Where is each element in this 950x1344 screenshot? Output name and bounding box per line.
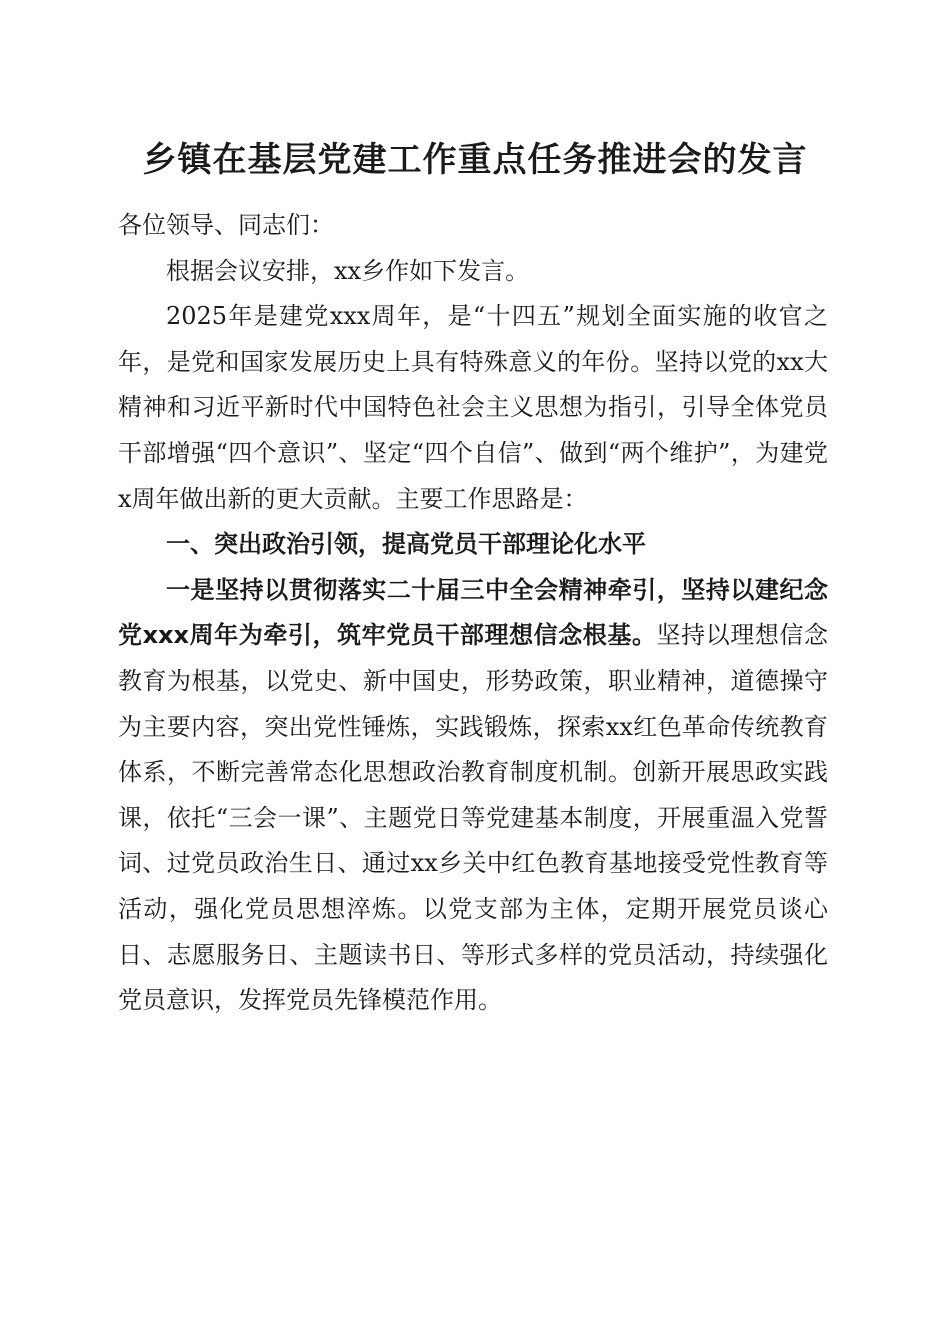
section-1-heading: 一、突出政治引领，提高党员干部理论化水平 bbox=[166, 530, 646, 559]
document-title: 乡镇在基层党建工作重点任务推进会的发言 bbox=[142, 140, 808, 180]
salutation: 各位领导、同志们： bbox=[118, 211, 334, 239]
intro-paragraph: 根据会议安排，xx乡作如下发言。 bbox=[166, 256, 530, 285]
paragraph-1: 2025年是建党xxx周年，是“十四五”规划全面实施的收官之年，是党和国家发展历史上具有特殊意义的年份。坚持以党的xx大精神和习近平新时代中国特色社会主义思想为指引，引导全体党员干部增强“四个意识”、坚定“四个自信”、做到“两个维护”，为建党x周年做出新的更大贡献。主要工作思路是： bbox=[118, 302, 828, 513]
section-1-paragraph bbox=[118, 568, 828, 1024]
document-body bbox=[118, 203, 828, 1024]
section-1-lead: 一是坚持以贯彻落实二十届三中全会精神牵引，坚持以建纪念党xxx周年为牵引，筑牢党员干部理想信念根基。 bbox=[118, 575, 828, 650]
section-1-body: 坚持以理想信念教育为根基，以党史、新中国史，形势政策，职业精神，道德操守为主要内容，突出党性锤炼，实践锻炼，探索xx红色革命传统教育体系，不断完善常态化思想政治教育制度机制。创新开展思政实践课，依托“三会一课”、主题党日等党建基本制度，开展重温入党誓词、过党员政治生日、通过xx乡关中红色教育基地接受党性教育等活动，强化党员思想淬炼。以党支部为主体，定期开展党员谈心日、志愿服务日、主题读书日、等形式多样的党员活动，持续强化党员意识，发挥党员先锋模范作用。 bbox=[118, 621, 829, 1015]
